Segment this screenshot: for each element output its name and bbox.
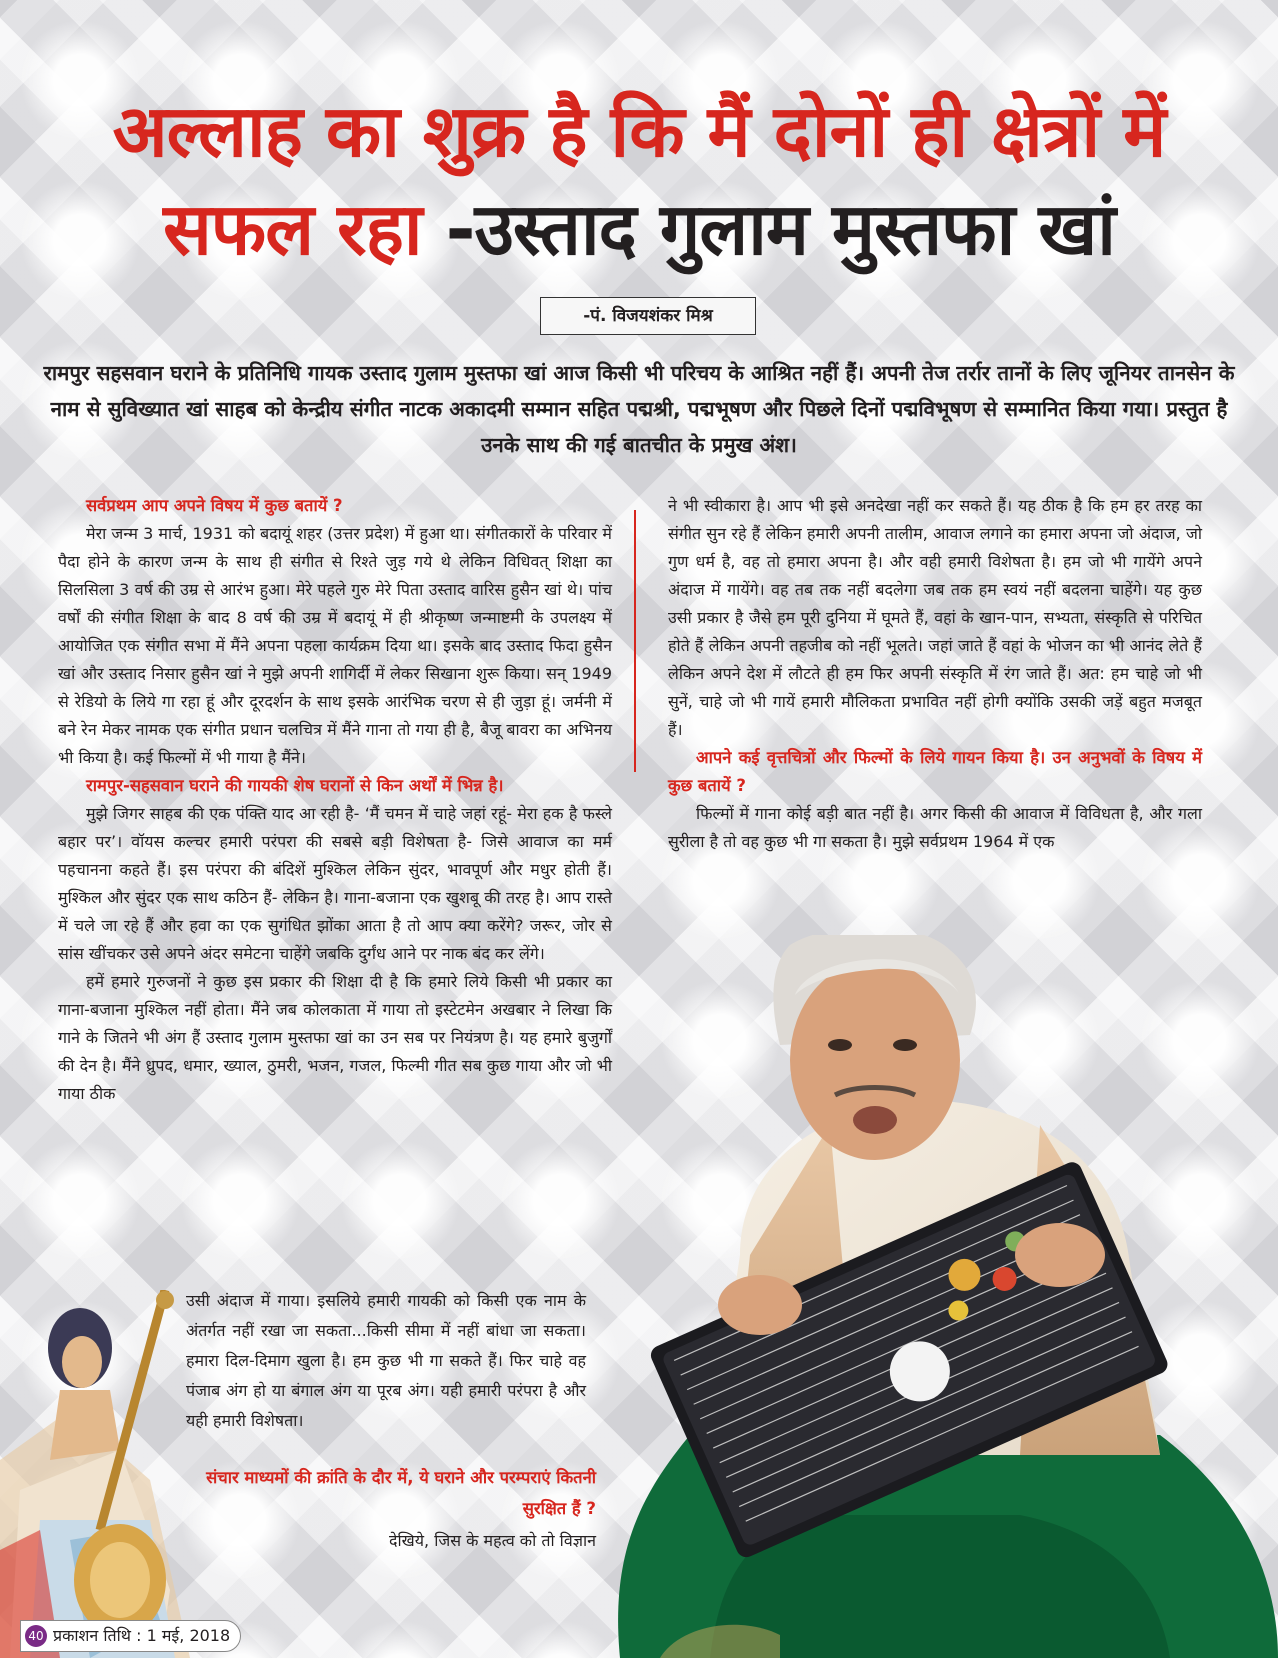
question-1: सर्वप्रथम आप अपने विषय में कुछ बतायें ? <box>86 496 343 515</box>
answer-3: हमें हमारे गुरुजनों ने कुछ इस प्रकार की शिक्षा दी है कि हमारे लिये किसी भी प्रकार का गाना-बजाना मुश्किल नहीं होता। मैंने जब कोलकाता में गाया तो इस्टेटमेन अखबार ने लिखा कि गाने के जितने भी अंग हैं उस्ताद गुलाम मुस्तफा खां का उन सब पर नियंत्रण है। यह हमारे बुजुर्गों की देन है। मैंने ध्रुपद, धमार, ख्याल, ठुमरी, भजन, गजल, फिल्मी गीत सब कुछ गाया और जो भी गाया ठीक <box>58 972 612 1103</box>
headline-line-2-dark: -उस्ताद गुलाम मुस्तफा खां <box>421 187 1115 271</box>
musician-photo <box>600 935 1278 1658</box>
question-2: रामपुर-सहसवान घराने की गायकी शेष घरानों से किन अर्थों में भिन्न है। <box>86 776 504 795</box>
publication-date: प्रकाशन तिथि : 1 मई, 2018 <box>53 1626 231 1645</box>
byline: -पं. विजयशंकर मिश्र <box>540 297 756 335</box>
veena-player-illustration <box>0 1290 190 1658</box>
answer-1: मेरा जन्म 3 मार्च, 1931 को बदायूं शहर (उत्तर प्रदेश) में हुआ था। संगीतकारों के परिवार में पैदा होने के कारण जन्म के साथ ही संगीत से रिश्ते जुड़ गये थे लेकिन विधिवत् शिक्षा का सिलसिला 3 वर्ष की उम्र से आरंभ हुआ। मेरे पहले गुरु मेरे पिता उस्ताद वारिस हुसैन खां थे। पांच वर्षों की संगीत शिक्षा के बाद 8 वर्ष की उम्र में बदायूं में ही श्रीकृष्ण जन्माष्टमी के उपलक्ष्य में आयोजित एक संगीत सभा में मैंने अपना पहला कार्यक्रम दिया था। इसके बाद उस्ताद फिदा हुसैन खां और उस्ताद निसार हुसैन खां ने मुझे अपनी शागिर्दी में लेकर सिखाना शुरू किया। सन् 1949 से रेडियो के लिये गा रहा हूं और दूरदर्शन के साथ इसके आरंभिक चरण से ही जुड़ा हूं। जर्मनी में बने रेन मेकर नामक एक संगीत प्रधान चलचित्र में मैंने गाना तो गया ही है, बैजू बावरा का अभिनय भी किया है। कई फिल्मों में भी गाया है मैंने। <box>58 524 612 767</box>
column-left <box>58 492 612 1108</box>
question-3: संचार माध्यमों की क्रांति के दौर में, ये घराने और परम्पराएं कितनी सुरक्षित हैं ? <box>206 1468 596 1518</box>
answer-2: मुझे जिगर साहब की एक पंक्ति याद आ रही है- ‘मैं चमन में चाहे जहां रहूं- मेरा हक है फस्ले बहार पर’। वॉयस कल्चर हमारी परंपरा की सबसे बड़ी विशेषता है- जिसे आवाज का मर्म पहचानना कहते हैं। इस परंपरा की बंदिशें मुश्किल लेकिन सुंदर, भावपूर्ण और मधुर होती हैं। मुश्किल और सुंदर एक साथ कठिन हैं- लेकिन है। गाना-बजाना एक खुशबू की तरह है। आप रास्ते में चले जा रहे हैं और हवा का एक सुगंधित झोंका आता है तो आप क्या करेंगे? जरूर, जोर से सांस खींचकर उसे अपने अंदर समेटना चाहेंगे जबकि दुर्गंध आने पर नाक बंद कर लेंगे। <box>58 804 612 963</box>
headline-line-2-red: सफल रहा <box>163 187 422 271</box>
column-left-continued <box>186 1286 586 1436</box>
page-footer <box>20 1620 241 1652</box>
page-number: 40 <box>25 1625 47 1647</box>
answer-3-continued: उसी अंदाज में गाया। इसलिये हमारी गायकी को किसी एक नाम के अंतर्गत नहीं रखा जा सकता...किसी सीमा में नहीं बांधा जा सकता। हमारा दिल-दिमाग खुला है। हम कुछ भी गा सकते हैं। फिर चाहे वह पंजाब अंग हो या बंगाल अंग या पूरब अंग। यही हमारी परंपरा है और यही हमारी विशेषता। <box>186 1291 586 1430</box>
answer-4-start: देखिये, जिस के महत्व को तो विज्ञान <box>389 1531 596 1550</box>
answer-5: फिल्मों में गाना कोई बड़ी बात नहीं है। अगर किसी की आवाज में विविधता है, और गला सुरीला है तो वह कुछ भी गा सकता है। मुझे सर्वप्रथम 1964 में एक <box>668 804 1202 851</box>
column-divider <box>634 510 636 772</box>
column-right <box>668 492 1202 856</box>
intro-paragraph: रामपुर सहसवान घराने के प्रतिनिधि गायक उस्ताद गुलाम मुस्तफा खां आज किसी भी परिचय के आश्रित नहीं हैं। अपनी तेज तर्रार तानों के लिए जूनियर तानसेन के नाम से सुविख्यात खां साहब को केन्द्रीय संगीत नाटक अकादमी सम्मान सहित पद्मश्री, पद्मभूषण और पिछले दिनों पद्मविभूषण से सम्मानित किया गया। प्रस्तुत है उनके साथ की गई बातचीत के प्रमुख अंश। <box>43 361 1235 457</box>
headline <box>30 82 1248 278</box>
question-4: आपने कई वृत्तचित्रों और फिल्मों के लिये गायन किया है। उन अनुभवों के विषय में कुछ बतायें ? <box>668 748 1202 795</box>
headline-line-1: अल्लाह का शुक्र है कि मैं दोनों ही क्षेत्रों में <box>112 89 1166 173</box>
answer-4-continued: ने भी स्वीकारा है। आप भी इसे अनदेखा नहीं कर सकते हैं। यह ठीक है कि हम हर तरह का संगीत सुन रहे हैं लेकिन हमारी अपनी तालीम, आवाज लगाने का हमारा अपना जो अंदाज, जो गुण धर्म है, वह तो हमारा अपना है। और वही हमारी विशेषता है। हम जो भी गायेंगे अपने अंदाज में गायेंगे। वह तब तक नहीं बदलेगा जब तक हम स्वयं नहीं बदलना चाहेंगे। यह कुछ उसी प्रकार है जैसे हम पूरी दुनिया में घूमते हैं, वहां के खान-पान, सभ्यता, संस्कृति से परिचित होते हैं लेकिन अपनी तहजीब को नहीं भूलते। जहां जाते हैं वहां के भोजन का भी आनंद लेते हैं लेकिन अपने देश में लौटते ही हम फिर अपनी संस्कृति में रंग जाते हैं। अत: हम चाहे जो भी सुनें, चाहे जो भी गायें हमारी मौलिकता प्रभावित नहीं होगी क्योंकि उसकी जड़ें बहुत मजबूत हैं। <box>668 496 1202 739</box>
